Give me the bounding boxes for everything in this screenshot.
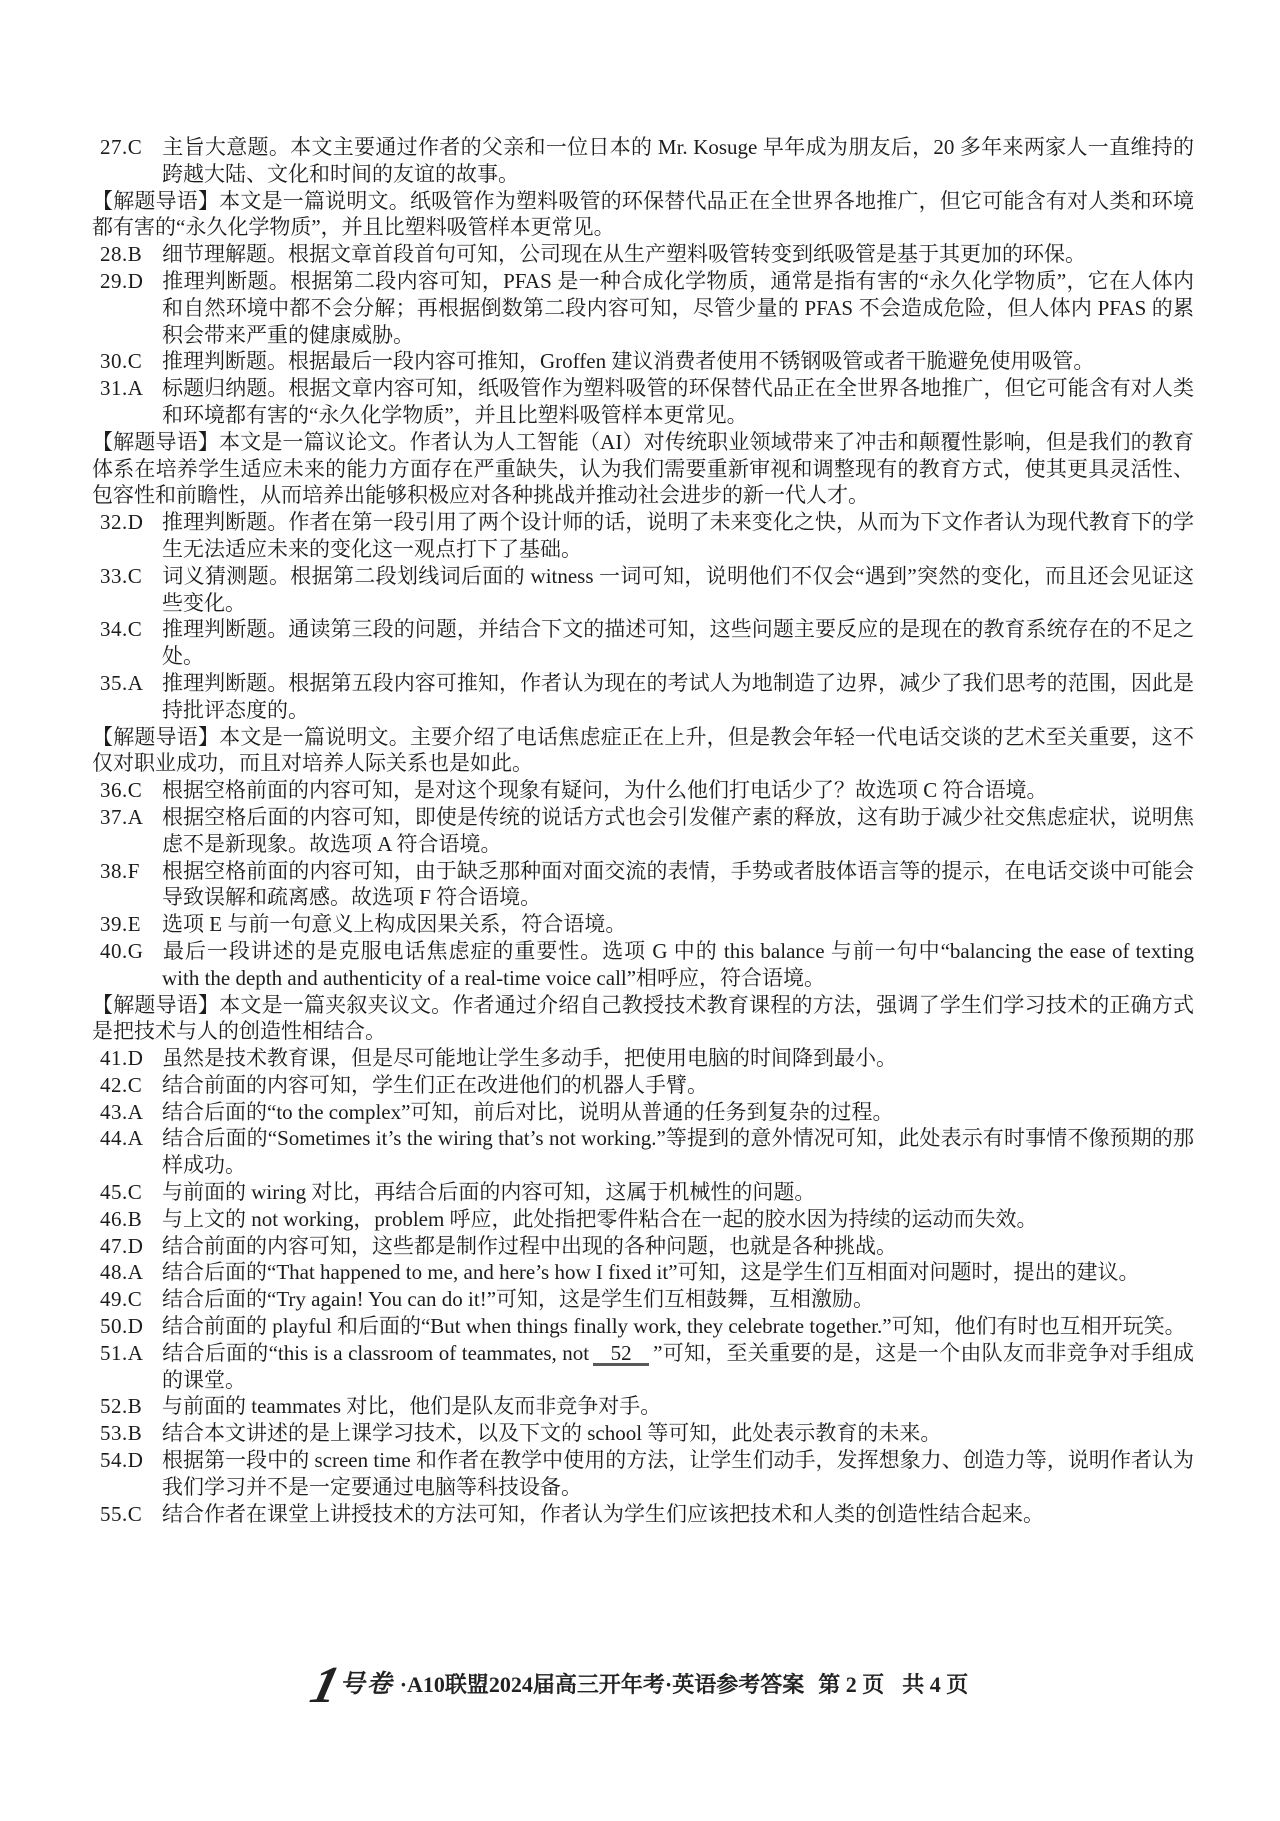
answer-number: 38.F: [100, 858, 140, 883]
answer-item: [100, 777, 1194, 804]
answer-item: [100, 1340, 1194, 1394]
answer-number: 31.A: [100, 376, 144, 401]
page-footer: 1号卷 ·A10联盟2024届高三开年考·英语参考答案 第 2 页 共 4 页: [304, 1657, 969, 1714]
answer-text: 结合前面的内容可知，学生们正在改进他们的机器人手臂。: [162, 1072, 708, 1097]
fill-in-blank: 52: [593, 1343, 649, 1366]
guide-text: 【解题导语】本文是一篇夹叙夹议文。作者通过介绍自己教授技术教育课程的方法，强调了学生们学习技术的正确方式是把技术与人的创造性相结合。: [92, 992, 1194, 1044]
answer-item: [100, 1072, 1194, 1099]
answer-item: [100, 1179, 1194, 1206]
answer-text: 最后一段讲述的是克服电话焦虑症的重要性。选项 G 中的 this balance 与前一句中“balancing the ease of texting with the depth and authenticity of a real-time voice call”相呼应，符合语境。: [162, 938, 1194, 990]
guide-text: 【解题导语】本文是一篇说明文。主要介绍了电话焦虑症正在上升，但是教会年轻一代电话交谈的艺术至关重要，这不仅对职业成功，而且对培养人际关系也是如此。: [92, 724, 1194, 776]
answer-number: 55.C: [100, 1501, 143, 1526]
answer-item: [100, 1501, 1194, 1528]
answer-text-post: ”可知，至关重要的是，这是一个由队友而非竞争对手组成的课堂。: [162, 1340, 1194, 1392]
answer-number: 35.A: [100, 670, 144, 695]
answer-item: [100, 509, 1194, 563]
answer-number: 47.D: [100, 1233, 144, 1258]
exam-brand-logo-suffix: 号卷: [339, 1671, 394, 1698]
answer-item: [100, 804, 1194, 858]
answer-item: [100, 670, 1194, 724]
answer-item: [100, 1313, 1194, 1340]
answer-number: 46.B: [100, 1206, 143, 1231]
guide-text: 【解题导语】本文是一篇说明文。纸吸管作为塑料吸管的环保替代品正在全世界各地推广，但它可能含有对人类和环境都有害的“永久化学物质”，并且比塑料吸管样本更常见。: [92, 188, 1194, 240]
answer-number: 27.C: [100, 135, 143, 159]
answer-text: 细节理解题。根据文章首段首句可知，公司现在从生产塑料吸管转变到纸吸管是基于其更加的环保。: [162, 242, 1086, 267]
answer-text: 结合后面的“Sometimes it’s the wiring that’s not working.”等提到的意外情况可知，此处表示有时事情不像预期的那样成功。: [162, 1126, 1194, 1178]
answer-text: 与上文的 not working，problem 呼应，此处指把零件粘合在一起的胶水因为持续的运动而失效。: [162, 1206, 1038, 1231]
answer-item: [100, 1233, 1194, 1260]
answer-item: [100, 1393, 1194, 1420]
answer-key-content: [92, 134, 1194, 1527]
answer-text: 结合后面的“That happened to me, and here’s how I fixed it”可知，这是学生们互相面对问题时，提出的建议。: [162, 1260, 1140, 1285]
answer-number: 53.B: [100, 1421, 143, 1446]
guide-paragraph: [92, 429, 1194, 509]
answer-number: 28.B: [100, 242, 143, 267]
answer-text: 推理判断题。通读第三段的问题，并结合下文的描述可知，这些问题主要反应的是现在的教育系统存在的不足之处。: [162, 617, 1194, 669]
answer-number: 52.B: [100, 1394, 143, 1419]
answer-text: 虽然是技术教育课，但是尽可能地让学生多动手，把使用电脑的时间降到最小。: [162, 1046, 897, 1071]
answer-number: 49.C: [100, 1287, 143, 1312]
answer-number: 44.A: [100, 1126, 144, 1151]
answer-number: 36.C: [100, 778, 143, 803]
answer-item: [100, 134, 1194, 188]
answer-item: [100, 1420, 1194, 1447]
answer-item: [100, 1206, 1194, 1233]
answer-number: 34.C: [100, 617, 143, 642]
answer-number: 48.A: [100, 1260, 144, 1285]
answer-text: 主旨大意题。本文主要通过作者的父亲和一位日本的 Mr. Kosuge 早年成为朋友后，20 多年来两家人一直维持的跨越大陆、文化和时间的友谊的故事。: [162, 135, 1194, 186]
footer-title: ·A10联盟2024届高三开年考·英语参考答案: [399, 1672, 805, 1697]
total-pages: 共 4 页: [902, 1672, 969, 1697]
answer-number: 39.E: [100, 912, 142, 937]
answer-item: [100, 241, 1194, 268]
answer-text: 标题归纳题。根据文章内容可知，纸吸管作为塑料吸管的环保替代品正在全世界各地推广，但它可能含有对人类和环境都有害的“永久化学物质”，并且比塑料吸管样本更常见。: [162, 376, 1194, 427]
answer-item: [100, 938, 1194, 992]
answer-number: 29.D: [100, 268, 144, 293]
answer-number: 32.D: [100, 510, 144, 535]
answer-item: [100, 1259, 1194, 1286]
page-number: 第 2 页: [818, 1672, 885, 1697]
guide-paragraph: [92, 724, 1194, 778]
answer-text: 与前面的 wiring 对比，再结合后面的内容可知，这属于机械性的问题。: [162, 1180, 816, 1205]
answer-text: 结合作者在课堂上讲授技术的方法可知，作者认为学生们应该把技术和人类的创造性结合起来。: [162, 1501, 1044, 1526]
answer-number: 54.D: [100, 1448, 144, 1473]
answer-item: [100, 375, 1194, 429]
answer-number: 37.A: [100, 804, 144, 829]
answer-text: 词义猜测题。根据第二段划线词后面的 witness 一词可知，说明他们不仅会“遇到”突然的变化，而且还会见证这些变化。: [162, 563, 1194, 615]
answer-item: [100, 563, 1194, 617]
answer-number: 30.C: [100, 349, 143, 374]
answer-number: 50.D: [100, 1314, 144, 1339]
answer-text: 根据空格前面的内容可知，由于缺乏那种面对面交流的表情，手势或者肢体语言等的提示，在电话交谈中可能会导致误解和疏离感。故选项 F 符合语境。: [162, 858, 1194, 910]
guide-paragraph: [92, 188, 1194, 242]
answer-item: [100, 1045, 1194, 1072]
guide-text: 【解题导语】本文是一篇议论文。作者认为人工智能（AI）对传统职业领域带来了冲击和颠覆性影响，但是我们的教育体系在培养学生适应未来的能力方面存在严重缺失，认为我们需要重新审视和调整现有的教育方式，使其更具灵活性、包容性和前瞻性，从而培养出能够积极应对各种挑战并推动社会进步的新一代人才。: [92, 429, 1194, 508]
answer-item: [100, 348, 1194, 375]
answer-text: 根据空格前面的内容可知，是对这个现象有疑问，为什么他们打电话少了？故选项 C 符合语境。: [162, 778, 1048, 803]
answer-number: 40.G: [100, 938, 144, 963]
answer-text: 结合前面的内容可知，这些都是制作过程中出现的各种问题，也就是各种挑战。: [162, 1233, 897, 1258]
answer-text: 选项 E 与前一句意义上构成因果关系，符合语境。: [162, 912, 627, 937]
answer-number: 33.C: [100, 563, 143, 588]
answer-text: 结合后面的“to the complex”可知，前后对比，说明从普通的任务到复杂的过程。: [162, 1099, 894, 1124]
answer-text: 推理判断题。根据最后一段内容可推知，Groffen 建议消费者使用不锈钢吸管或者干脆避免使用吸管。: [162, 349, 1095, 374]
answer-text: 推理判断题。作者在第一段引用了两个设计师的话，说明了未来变化之快，从而为下文作者认为现代教育下的学生无法适应未来的变化这一观点打下了基础。: [162, 510, 1194, 561]
answer-item: [100, 911, 1194, 938]
answer-item: [100, 268, 1194, 348]
answer-number: 42.C: [100, 1072, 143, 1097]
answer-text: 根据第一段中的 screen time 和作者在教学中使用的方法，让学生们动手，发挥想象力、创造力等，说明作者认为我们学习并不是一定要通过电脑等科技设备。: [162, 1448, 1194, 1499]
answer-number: 43.A: [100, 1099, 144, 1124]
answer-text: 结合后面的“Try again! You can do it!”可知，这是学生们互相鼓舞，互相激励。: [162, 1287, 875, 1312]
answer-item: [100, 1286, 1194, 1313]
answer-item: [100, 1447, 1194, 1501]
answer-item: [100, 1099, 1194, 1126]
answer-item: [100, 616, 1194, 670]
answer-text: 根据空格后面的内容可知，即使是传统的说话方式也会引发催产素的释放，这有助于减少社交焦虑症状，说明焦虑不是新现象。故选项 A 符合语境。: [162, 804, 1194, 856]
answer-item: [100, 858, 1194, 912]
answer-text: 推理判断题。根据第五段内容可推知，作者认为现在的考试人为地制造了边界，减少了我们思考的范围，因此是持批评态度的。: [162, 670, 1194, 722]
answer-text: 结合本文讲述的是上课学习技术，以及下文的 school 等可知，此处表示教育的未来。: [162, 1421, 942, 1446]
guide-paragraph: [92, 992, 1194, 1046]
answer-text: 推理判断题。根据第二段内容可知，PFAS 是一种合成化学物质，通常是指有害的“永久化学物质”，它在人体内和自然环境中都不会分解；再根据倒数第二段内容可知，尽管少量的 PFAS 不会造成危险，但人体内 PFAS 的累积会带来严重的健康威胁。: [162, 268, 1194, 347]
answer-text: 与前面的 teammates 对比，他们是队友而非竞争对手。: [162, 1394, 662, 1419]
answer-text-pre: 结合后面的“this is a classroom of teammates, not: [162, 1340, 590, 1365]
answer-number: 45.C: [100, 1180, 143, 1205]
answer-item: [100, 1125, 1194, 1179]
answer-text: 结合前面的 playful 和后面的“But when things finally work, they celebrate together.”可知，他们有时也互相开玩笑。: [162, 1314, 1186, 1339]
answer-number: 51.A: [100, 1340, 144, 1365]
answer-number: 41.D: [100, 1046, 144, 1071]
